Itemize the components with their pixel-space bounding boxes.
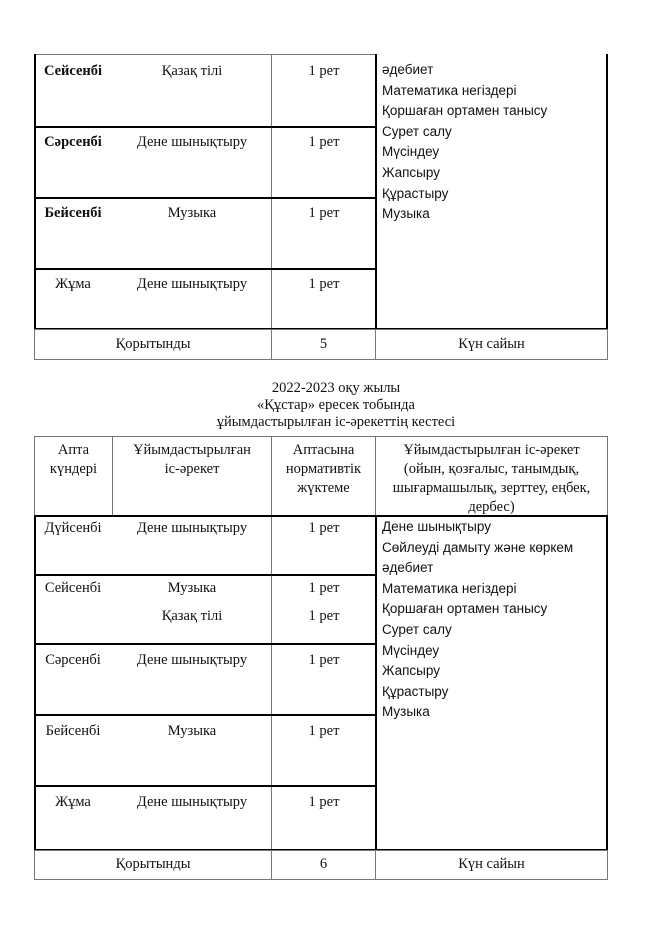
table2-row4-day: Бейсенбі [45, 723, 101, 739]
header-text: (ойын, қозғалыс, танымдық, [403, 461, 580, 477]
header-text: Ұйымдастырылған [133, 442, 251, 458]
table1-row1-day: Сейсенбі [43, 63, 103, 79]
table1-row3-activity: Музыка [167, 205, 217, 221]
table2-row4-activity: Музыка [167, 723, 217, 739]
table1-row1-activity: Қазақ тілі [161, 63, 223, 79]
table2-row1-activity: Дене шынықтыру [136, 520, 248, 536]
header-text: іс-әрекет [164, 461, 220, 477]
header-text: шығармашылық, зерттеу, еңбек, [392, 480, 591, 496]
table2-row3-border [34, 643, 377, 716]
table1-row4-day: Жұма [55, 276, 91, 292]
table1-footer-total: 5 [271, 329, 376, 360]
table2-row2-load2: 1 рет [308, 608, 340, 624]
table1-footer-label: Қорытынды [34, 329, 272, 360]
list-item: Музыка [382, 704, 430, 720]
table2-row4-load: 1 рет [308, 723, 340, 739]
list-item: әдебиет [382, 62, 434, 77]
header-text: Аптасына [292, 442, 355, 458]
table1-row1-border [34, 54, 377, 128]
list-item: Жапсыру [382, 663, 440, 679]
list-item: Сурет салу [382, 621, 452, 637]
table2-row1-load: 1 рет [308, 520, 340, 536]
list-item: Сурет салу [382, 123, 452, 139]
table2-row1-border [34, 515, 377, 576]
table1-row2-activity: Дене шынықтыру [136, 134, 248, 150]
table2-footer-total: 6 [271, 850, 376, 880]
table2-activity-list [382, 517, 608, 723]
table2-row3-load: 1 рет [308, 652, 340, 668]
heading-year: 2022-2023 оқу жылы [271, 380, 401, 396]
list-item: Мүсіндеу [382, 144, 440, 160]
list-item: Сөйлеуді дамыту және көркем [382, 539, 574, 555]
table1-row2-day: Сәрсенбі [44, 134, 102, 150]
table1-activity-list [382, 60, 608, 225]
table1-row2-load: 1 рет [308, 134, 340, 150]
header-text: Апта [57, 442, 90, 458]
table2-row2-activity: Музыка [167, 580, 217, 596]
table1-row4-activity: Дене шынықтыру [136, 276, 248, 292]
table2-row3-activity: Дене шынықтыру [136, 652, 248, 668]
header-text: жүктеме [297, 480, 350, 496]
table2-row2-day: Сейсенбі [44, 580, 102, 596]
list-item: Мүсіндеу [382, 642, 440, 658]
list-item: Қоршаған ортамен танысу [382, 103, 548, 119]
header-text: нормативтік [285, 461, 362, 477]
header-text: күндері [49, 461, 98, 477]
header-text: дербес) [468, 499, 515, 515]
heading-group: «Құстар» ересек тобында [257, 397, 415, 413]
table2-row1-day: Дүйсенбі [44, 520, 102, 536]
table2-row5-activity: Дене шынықтыру [136, 794, 248, 810]
list-item: әдебиет [382, 560, 434, 576]
list-item: Құрастыру [382, 683, 449, 699]
list-item: Музыка [382, 206, 430, 222]
list-item: Құрастыру [382, 185, 449, 201]
table1-row2-border [34, 126, 377, 199]
table1-row1-load: 1 рет [308, 63, 340, 79]
table2-header-types [375, 436, 608, 516]
table1-row4-load: 1 рет [308, 276, 340, 292]
table2-row2-border [34, 574, 377, 645]
table2-header-days [34, 436, 113, 516]
table2-row5-border [34, 785, 377, 851]
table2-row5-load: 1 рет [308, 794, 340, 810]
table2-footer-frequency: Күн сайын [375, 850, 608, 880]
list-item: Жапсыру [382, 164, 440, 180]
table2-footer-label: Қорытынды [34, 850, 272, 880]
list-item: Дене шынықтыру [382, 519, 491, 534]
table2-row5-day: Жұма [55, 794, 91, 810]
table2-row2-load: 1 рет [308, 580, 340, 596]
table1-row3-load: 1 рет [308, 205, 340, 221]
table1-row3-day: Бейсенбі [44, 205, 102, 221]
table1-row4-border [34, 268, 377, 330]
table2-header-load [271, 436, 376, 516]
table1-footer-frequency: Күн сайын [375, 329, 608, 360]
table2-row3-day: Сәрсенбі [45, 652, 101, 668]
table2-row2-activity2: Қазақ тілі [161, 608, 223, 624]
heading-title: ұйымдастырылған іс-әрекеттің кестесі [216, 414, 456, 430]
table2-header-activity [112, 436, 272, 516]
table1-row3-border [34, 197, 377, 270]
header-text: Ұйымдастырылған іс-әрекет [403, 442, 580, 458]
list-item: Математика негіздері [382, 82, 517, 98]
table2-row4-border [34, 714, 377, 787]
list-item: Математика негіздері [382, 580, 517, 596]
list-item: Қоршаған ортамен танысу [382, 601, 548, 617]
